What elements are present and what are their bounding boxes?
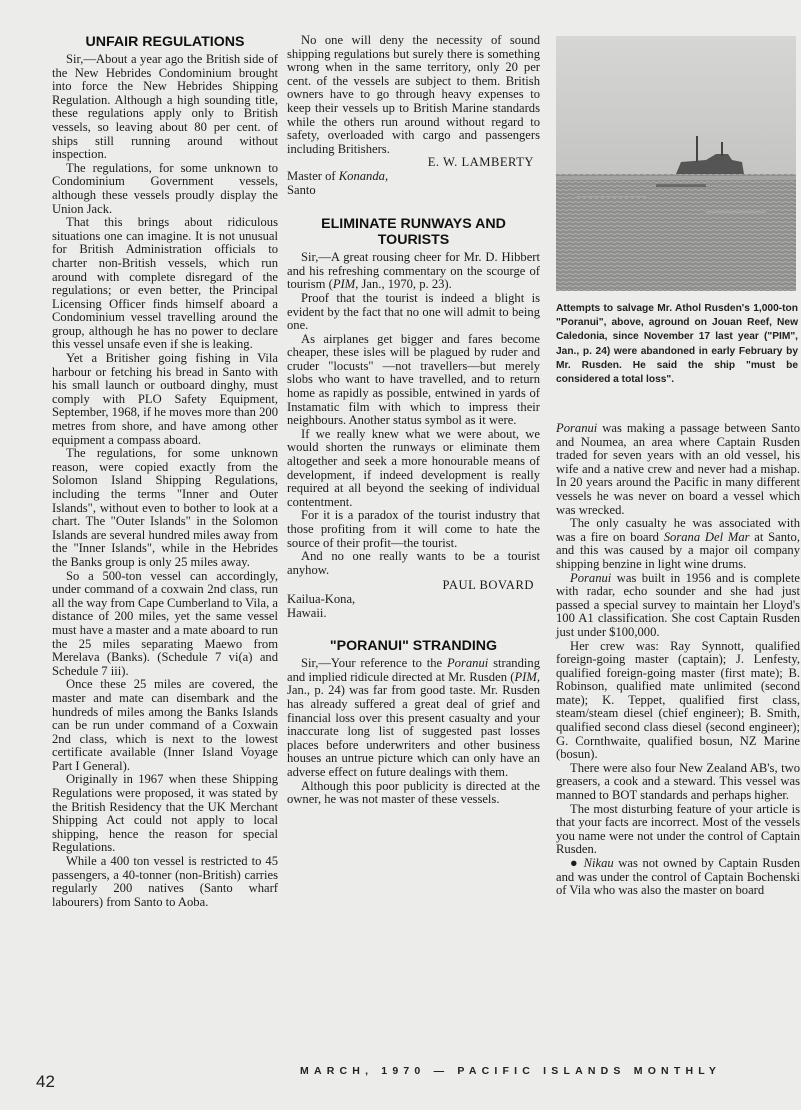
text-run: was not owned by Captain Rusden and was under the control of Captain Bochenski of Vila who was also the master on board	[556, 856, 800, 898]
letter-paragraph: So a 500-ton vessel can accordingly, under command of a coxwain 2nd class, run all the way from Cape Cumberland to Vila, a distance of 200 miles, yet the same vessel must have a master and a mate aboard to run the 25 miles separating Maewo from Merelava (Banks). (Schedule 7 vi(a) and Schedule 7 iii).	[52, 568, 278, 678]
letter-paragraph-continued: Although this poor publicity is directed at the owner, he was not master of these vessels.	[287, 778, 540, 807]
letter-signature: PAUL BOVARD	[442, 578, 534, 593]
address-prefix: Master of	[287, 168, 339, 183]
letter-address: Kailua-Kona,	[287, 591, 356, 606]
letter-paragraph: Yet a Britisher going fishing in Vila harbour or fetching his bread in Santo with his small launch or outboard dinghy, must comply with PLO Safety Equipment, September, 1968, if he moves more than 200 metres from shore, and have among other equipment a compass aboard.	[52, 351, 278, 447]
text-run: at Santo, and this was caused by a major oil company shipping benzine in light wine drums.	[556, 529, 800, 571]
letter-paragraph: Proof that the tourist is indeed a blight is evident by the fact that no one will admit to being one.	[287, 290, 540, 333]
letter-paragraph: There were also four New Zealand AB's, two greasers, a cook and a steward. This vessel was manned to BOT standards and perhaps higher.	[556, 760, 800, 803]
running-footer: MARCH, 1970 — PACIFIC ISLANDS MONTHLY	[300, 1065, 722, 1077]
column-2	[287, 34, 540, 807]
text-run: stranding and implied ridicule directed at Mr. Rusden (	[287, 656, 540, 684]
letter-paragraph: The regulations, for some unknown reason, were copied exactly from the Solomon Island Shipping Regulations, including the terms "Inner and Outer Islands", without even to bother to look at a chart. The "Outer Islands" in the Solomon Islands are several hundred miles away from the "Inner Islands", while in the Hebrides the Banks group is only 25 miles away.	[52, 446, 278, 569]
text-run: Sir,—A great rousing cheer for Mr. D. Hibbert and his refreshing commentary on the scourge of tourism (	[287, 250, 540, 292]
letter-paragraph: For it is a paradox of the tourist industry that those profiting from it will come to hate the source of their profit—the tourist.	[287, 508, 540, 550]
vessel-name: Poranui	[570, 570, 612, 585]
letter-paragraph	[556, 517, 800, 571]
letter-paragraph	[556, 572, 800, 640]
letter-address	[287, 170, 540, 184]
text-run: The only casualty he was associated with was a fire on board	[556, 516, 800, 544]
vessel-name: Nikau	[583, 856, 614, 870]
vessel-name: Poranui	[556, 421, 598, 435]
letter-paragraph: Once these 25 miles are covered, the master and mate can disembark and the hundreds of miles among the Banks Islands can be run under command of a Coxwain 2nd class, which is next to the lowest certificate available (Inner Island Voyage Part I General).	[52, 677, 278, 773]
letter-paragraph-continued	[556, 422, 800, 517]
publication-ref: PIM,	[514, 669, 540, 684]
letter-paragraph	[287, 251, 540, 292]
text-run: , Jan., 1970, p. 23).	[355, 277, 452, 292]
letter-address: Hawaii.	[287, 605, 327, 620]
letter-paragraph	[556, 857, 800, 898]
ship-photo	[556, 36, 796, 291]
letter-paragraph: Sir,—About a year ago the British side of the New Hebrides Condominium brought into force the New Hebrides Shipping Regulation. Although a high sounding title, these regulations apply only to British vessels, so leaving about 80 per cent. of ships still running around without inspection.	[52, 52, 278, 162]
letter-heading-unfair-regulations: UNFAIR REGULATIONS	[85, 34, 245, 50]
vessel-name: Poranui	[446, 656, 489, 671]
letter-paragraph: The regulations, for some unknown to Condominium Government vessels, although these vessels proudly display the Union Jack.	[52, 160, 278, 216]
letter-paragraph: The most disturbing feature of your article is that your facts are incorrect. Most of the vessels you name were not under the control of Captain Rusden.	[556, 801, 800, 857]
letter-paragraph: Originally in 1967 when these Shipping Regulations were proposed, it was stated by the British Residency that the UK Merchant Shipping Act could not apply to local shipping, hence the reason for special Regulations.	[52, 772, 278, 855]
letter-heading-poranui-stranding: "PORANUI" STRANDING	[329, 638, 498, 655]
letter-paragraph: No one will deny the necessity of sound shipping regulations but surely there is something wrong when in the same territory, only 20 per cent. of the vessels are subject to them. British owners have to go through heavy expenses to keep their vessels up to British Marine standards while the others run around without regard to safety, overloaded with cargo and passengers including Britishers.	[287, 33, 540, 156]
bullet-icon: ●	[570, 856, 580, 870]
column-3	[556, 422, 800, 898]
publication-ref: PIM	[332, 277, 356, 292]
vessel-name: Konanda,	[338, 168, 389, 183]
text-run: Jan., p. 24) was far from good taste. Mr. Rusden has already suffered a great deal of grief and financial loss over this present casualty and your inaccurate long list of suggested past losses places before underwriters and other business houses an untrue picture which can only have an adverse effect on future dealings with them.	[287, 683, 540, 779]
letter-signature: E. W. LAMBERTY	[427, 155, 534, 170]
letter-heading-eliminate-runways: ELIMINATE RUNWAYS AND TOURISTS	[321, 216, 506, 249]
text-run: was making a passage between Santo and Noumea, an area where Captain Rusden traded for seven years with an old vessel, his wife and a native crew and never had a mishap. In 20 years around the Pacific in many different vessels he was never on board a vessel which was wrecked.	[556, 421, 800, 517]
photo-caption: Attempts to salvage Mr. Athol Rusden's 1,000-ton "Poranui", above, aground on Jouan Reef, New Caledonia, since November 17 last year ("PIM", Jan., p. 24) were abandoned in early February by Mr. Rusden. He said the ship "must be considered a total loss".	[556, 303, 798, 386]
letter-paragraph: While a 400 ton vessel is restricted to 45 passengers, a 40-tonner (non-British) carries regularly 200 natives (Santo wharf labourers) from Santo to Aoba.	[52, 854, 278, 909]
vessel-name: Sorana Del Mar	[663, 529, 750, 544]
column-1	[52, 34, 278, 909]
letter-paragraph	[287, 657, 540, 779]
letter-paragraph: Her crew was: Ray Synnott, qualified foreign-going master (captain); J. Lenfesty, qualified foreign-going master (first mate); B. Robinson, qualified mate unlimited (second mate); K. Teppet, qualified first class, steam/steam diesel (chief engineer); B. Smith, qualified second class diesel (second engineer); G. Cornthwaite, qualified bosun, NZ Marine (bosun).	[556, 638, 800, 762]
letter-paragraph: As airplanes get bigger and fares become cheaper, these isles will be plagued by ruder and cruder "locusts" —not travellers—but merely slobs who want to have travelled, and to return home as rapidly as possible, entwined in yards of Instamatic film with which to impress their neighbours. Another status symbol as it were.	[287, 331, 540, 428]
ship-photo-icon	[556, 36, 796, 291]
letter-paragraph: That this brings about ridiculous situations one can imagine. It is not unusual for British Administration officials to charter non-British vessels, which run around with complete disregard of the regulations; or even better, the Principal Licensing Officer finds himself aboard a Condominium vessel travelling around the group, although he has no power to declare this vessel unsafe even if she is leaking.	[52, 215, 278, 352]
text-run: was built in 1956 and is complete with radar, echo sounder and she had just passed a special survey to maintain her Lloyd's 100 A1 classification. She cost Captain Rusden just under $100,000.	[556, 570, 800, 639]
page-number: 42	[36, 1072, 55, 1091]
letter-paragraph: If we really knew what we were about, we would shorten the runways or eliminate them altogether and seek a more honourable means of development, if indeed development is really required at all beyond the seeking of individual contentment.	[287, 426, 540, 509]
letter-paragraph: And no one really wants to be a tourist anyhow.	[287, 549, 540, 577]
letter-address-place: Santo	[287, 182, 316, 197]
text-run: Sir,—Your reference to the	[301, 656, 447, 671]
